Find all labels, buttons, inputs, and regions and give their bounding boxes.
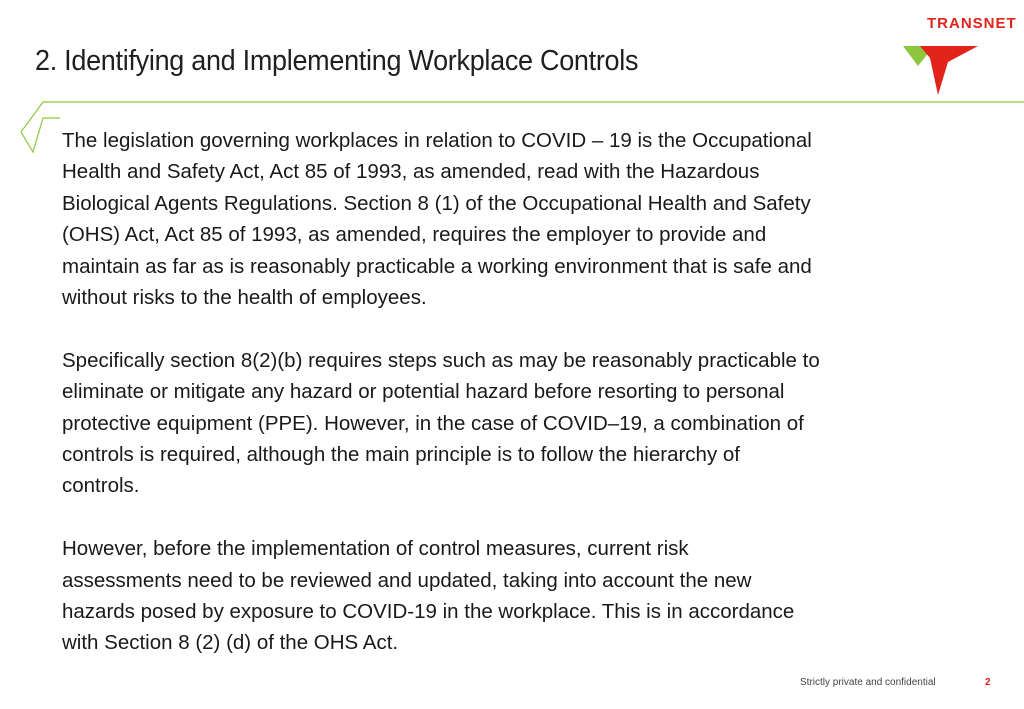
body-text bbox=[62, 125, 962, 659]
paragraph-3: However, before the implementation of control measures, current risk assessments need to be reviewed and updated, taking into account the new hazards posed by exposure to COVID-19 in the workplace. This is in accordance with Section 8 (2) (d) of the OHS Act. bbox=[62, 537, 795, 655]
confidentiality-footer: Strictly private and confidential bbox=[800, 677, 936, 688]
slide-title: 2. Identifying and Implementing Workplace Controls bbox=[35, 45, 639, 77]
brand-wordmark: TRANSNET bbox=[927, 15, 1017, 32]
transnet-logo-icon bbox=[898, 40, 1008, 100]
corner-chevron-decoration bbox=[21, 102, 60, 152]
logo-red-shape bbox=[920, 46, 978, 95]
page-number: 2 bbox=[985, 677, 991, 688]
paragraph-2: Specifically section 8(2)(b) requires steps such as may be reasonably practicable to eliminate or mitigate any hazard or potential hazard before resorting to personal protective equipment (PPE). However, in the case of COVID–19, a combination of controls is required, although the main principle is to follow the hierarchy of controls. bbox=[62, 348, 820, 498]
paragraph-1: The legislation governing workplaces in relation to COVID – 19 is the Occupational Health and Safety Act, Act 85 of 1993, as amended, read with the Hazardous Biological Agents Regulations. Section 8 (1) of the Occupational Health and Safety (OHS) Act, Act 85 of 1993, as amended, requires the employer to provide and maintain as far as is reasonably practicable a working environment that is safe and without risks to the health of employees. bbox=[62, 129, 812, 310]
